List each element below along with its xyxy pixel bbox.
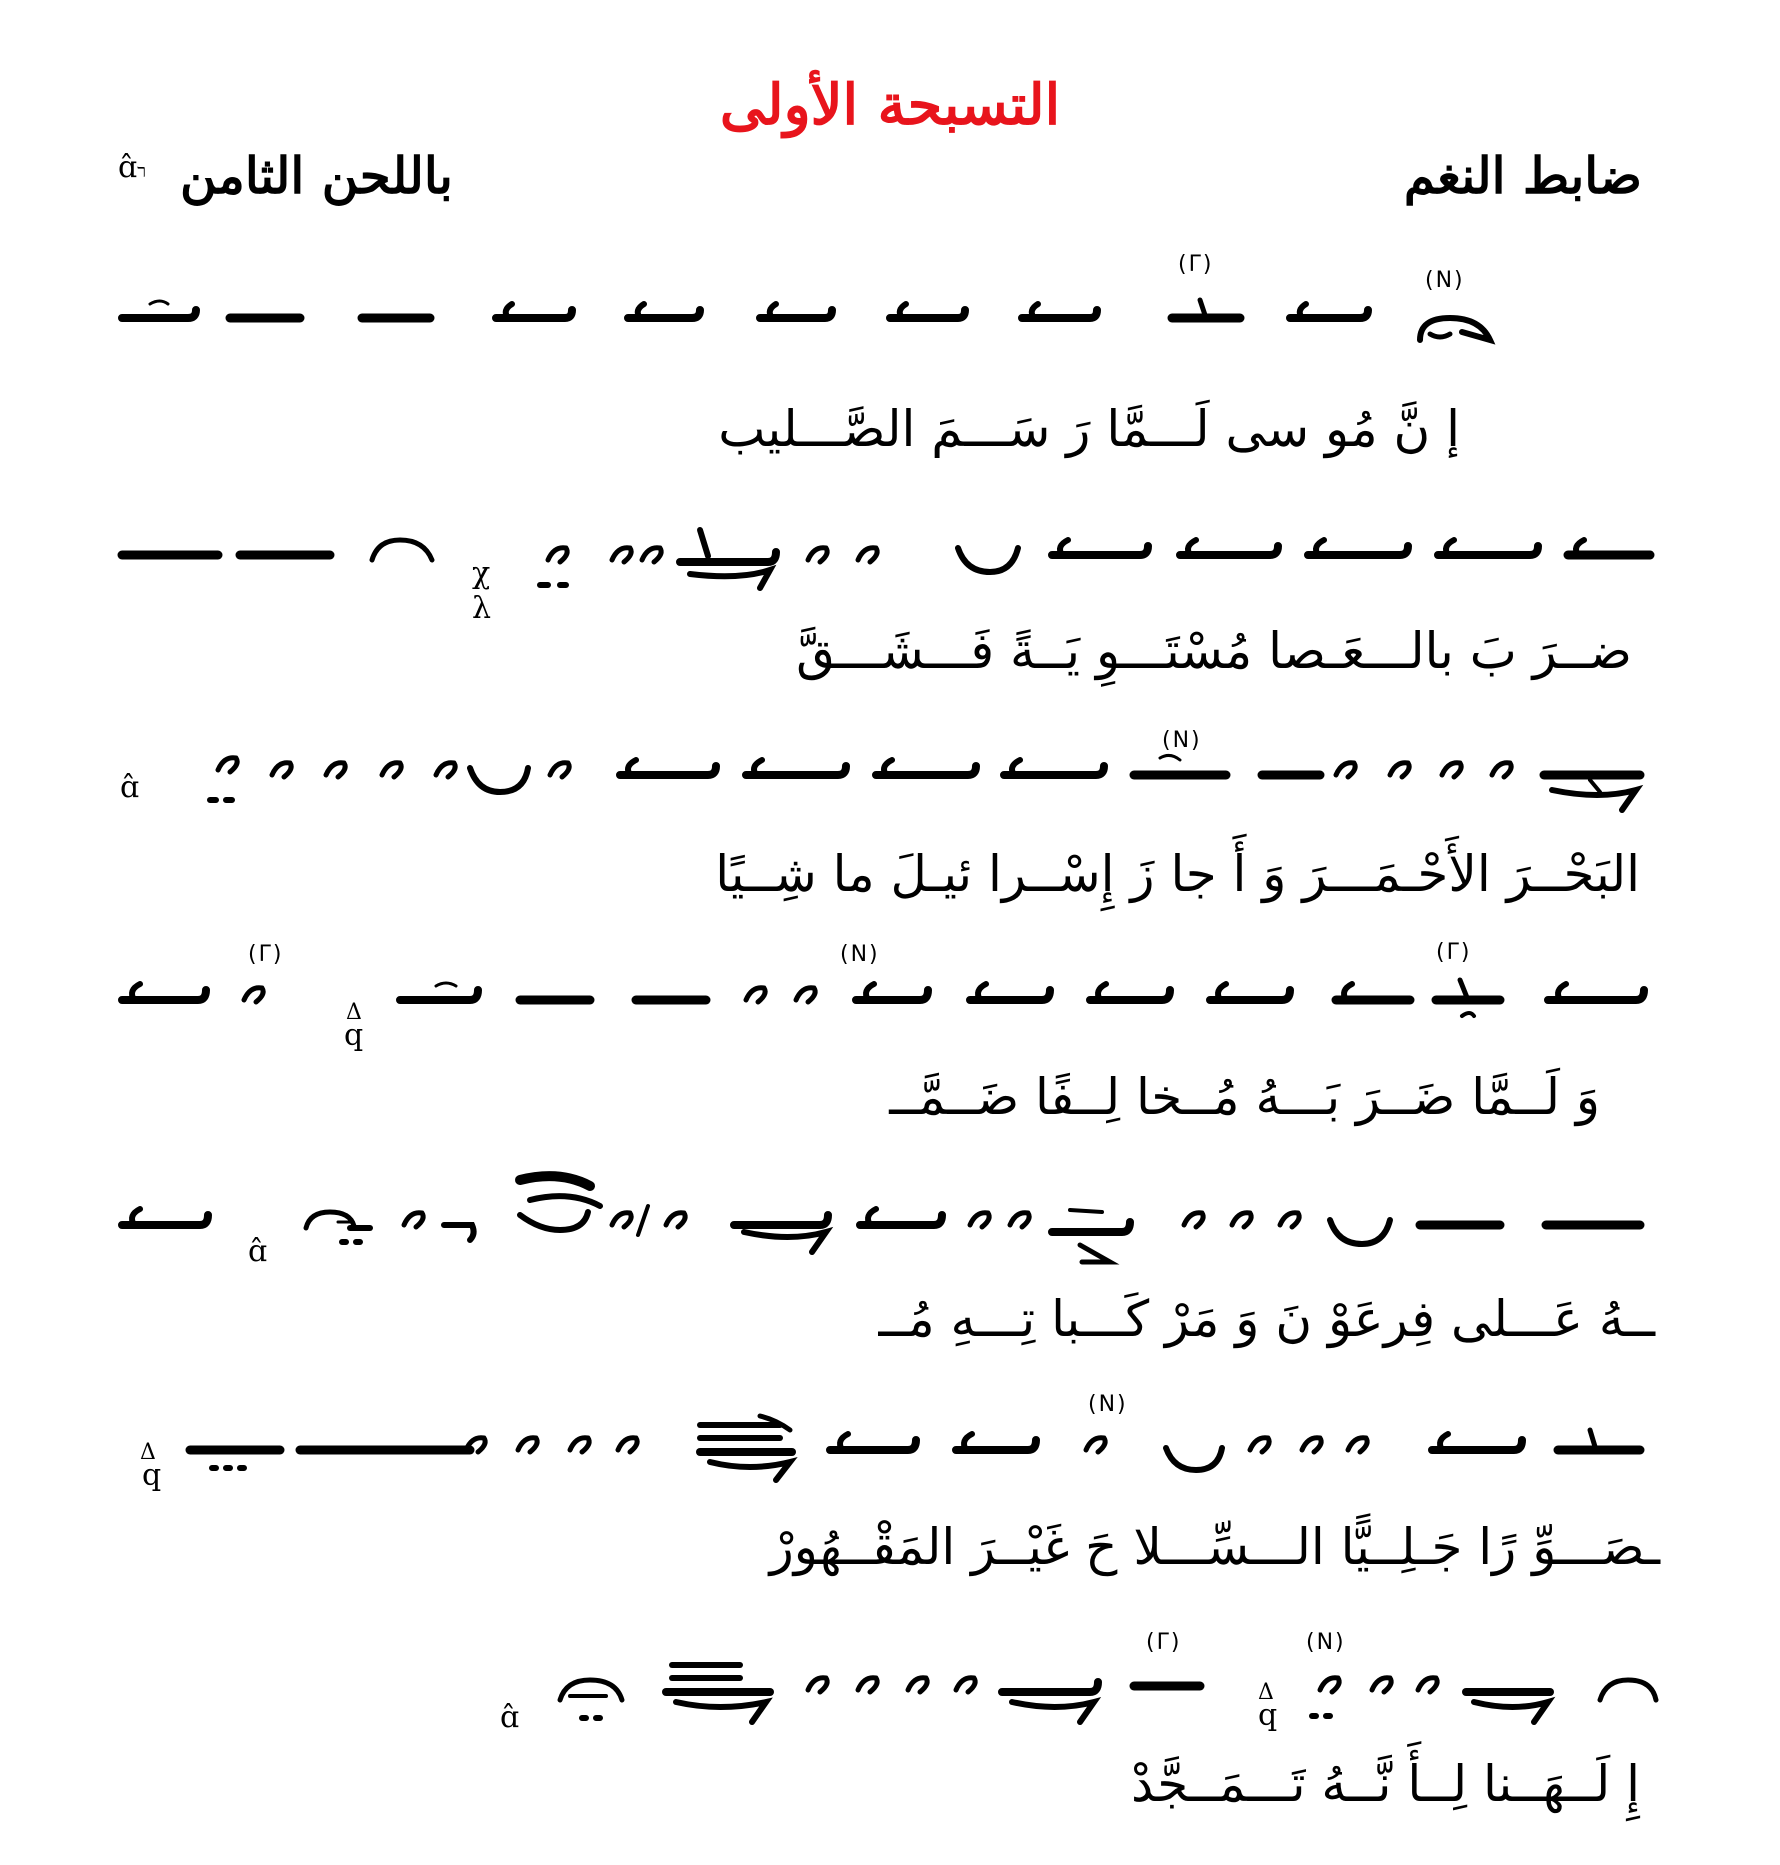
annotation-g: (Γ) bbox=[248, 942, 284, 967]
delta-icon: Δ bbox=[1258, 1680, 1274, 1705]
lyrics-line-2: ضــرَ بَ بالـــعَـصا مُسْتَـــوِ يَــةً فَـــشَـــقَّ bbox=[796, 622, 1632, 680]
header-label-left: باللحن الثامن bbox=[180, 146, 453, 205]
notation-row-2 bbox=[122, 530, 1650, 588]
notation-row-5 bbox=[122, 1176, 1640, 1262]
annotation-g: (Γ) bbox=[1146, 1630, 1182, 1655]
page-title: التسبحة الأولى bbox=[719, 72, 1061, 138]
mode-sign-icon: ɑ̂ר bbox=[118, 150, 147, 185]
annotation-n: (N) bbox=[1425, 268, 1465, 293]
delta-icon: Δ bbox=[346, 1000, 362, 1025]
annotation-n: (N) bbox=[840, 942, 880, 967]
lyrics-line-1: إ نَّ مُو سى لَـــمَّا رَ سَـــمَ الصَّـــليب bbox=[718, 400, 1460, 458]
lyrics-line-5: ــهُ عَـــلى فِرعَوْ نَ وَ مَرْ كَـــبا تِـــهِ مُــ bbox=[878, 1290, 1655, 1348]
annotation-g: (Γ) bbox=[1436, 940, 1472, 965]
lyrics-line-6: ـصَـــوِّ رًا جَـلِــيًّا الـــسِّـــلا حَ غَيْــرَ المَقْــهُورْ bbox=[769, 1518, 1660, 1576]
annotation-g: (Γ) bbox=[1178, 252, 1214, 277]
mode-sign-icon: ɑ̂ bbox=[248, 1234, 268, 1269]
delta-icon: Δ bbox=[140, 1440, 156, 1465]
notation-row-1 bbox=[122, 300, 1490, 340]
annotation-n: (N) bbox=[1306, 1630, 1346, 1655]
lyrics-line-7: إِ لَــهَــنا لِــأَ نَّــهُ تَـــمَــجَّدْ bbox=[1130, 1755, 1640, 1813]
notation-row-3 bbox=[210, 755, 1640, 810]
notation-row-7 bbox=[560, 1665, 1656, 1722]
q-mark: q bbox=[142, 1458, 162, 1493]
lyrics-line-4: وَ لَــمَّا ضَــرَ بَـــهُ مُــخا لِــفًا ضَــمَّــ bbox=[889, 1068, 1600, 1126]
mode-sign-icon: ɑ̂ bbox=[120, 770, 140, 805]
header-label-right: ضابط النغم bbox=[1403, 146, 1642, 205]
annotation-n: (N) bbox=[1162, 728, 1202, 753]
notation-row-6 bbox=[190, 1416, 1640, 1480]
annotation-n: (N) bbox=[1088, 1392, 1128, 1417]
mode-sign-icon: ɑ̂ bbox=[500, 1700, 520, 1735]
lyrics-line-3: البَحْــرَ الأَحْـمَـــرَ وَ أَ جا زَ إِسْــرا ئيـلَ ما شِــيًا bbox=[715, 845, 1640, 903]
q-mark: q bbox=[1258, 1698, 1278, 1733]
mode-sign-icon: χ λ bbox=[472, 556, 492, 626]
q-mark: q bbox=[344, 1018, 364, 1053]
